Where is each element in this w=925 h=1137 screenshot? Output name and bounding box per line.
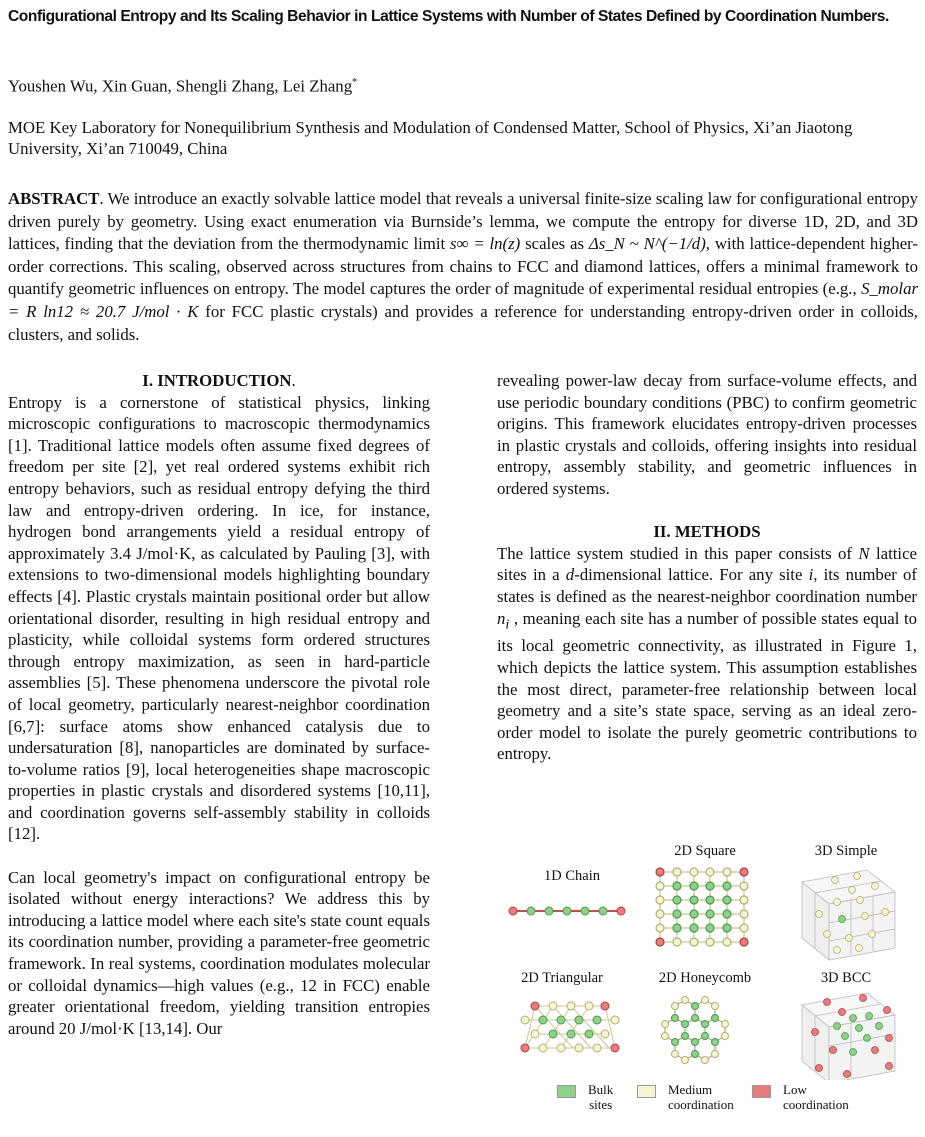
equation-entropy-limit: s∞ = ln(z) (450, 234, 521, 254)
equation-scaling-law: Δs_N ~ N^(−1/d) (588, 234, 706, 254)
abstract-text-1: . We introduce an exactly solvable lattice model that reveals a universal finite-size scaling law for configurational entropy driven purely by geometry. Using exact enumeration via Burnside’s lemma, we compute the entropy for diverse 1D, 2D, and 3D lattices, finding that the deviation from the thermodynamic limit (8, 189, 918, 254)
legend-swatch-medium (637, 1085, 656, 1098)
legend-swatch-low (752, 1085, 771, 1098)
equation-molar-entropy: S_molar = R ln12 ≈ 20.7 J/mol · K (8, 279, 918, 321)
left-column (8, 370, 430, 1039)
legend-label-low-1: Low (783, 1082, 807, 1097)
affiliation: MOE Key Laboratory for Nonequilibrium Synthesis and Modulation of Condensed Matter, School of Physics, Xi’an Jiaotong University, Xi’an 710049, China (8, 118, 853, 158)
section-heading-introduction: I. INTRODUCTION. (142, 371, 296, 390)
abstract-text-4: for FCC plastic crystals) and provides a reference for understanding entropy-driven order in colloids, clusters, and solids. (8, 301, 918, 344)
abstract-text-3: , with lattice-dependent higher-order corrections. This scaling, observed across structures from chains to FCC and diamond lattices, offers a minimal framework to quantify geometric influences on entropy. The model captures the order of magnitude of experimental residual entropies (e.g., (8, 234, 918, 299)
abstract-label: ABSTRACT (8, 189, 100, 208)
panel-label-1d-chain: 1D Chain (544, 868, 600, 884)
methods-paragraph-1: The lattice system studied in this paper consists of N lattice sites in a d-dimensional lattice. For any site i, its number of states is defined as the nearest-neighbor coordination number $n_i$ , meaning each site has a number of possible states equal to its local geometric connectivity, as illustrated in Figure 1, which depicts the lattice system. This assumption establishes the most direct, parameter-free relationship between local geometry and a site’s state space, serving as an ideal zero-order model to isolate the purely geometric contributions to entropy. (497, 543, 917, 764)
intro-paragraph-1: Entropy is a cornerstone of statistical physics, linking microscopic configurations to macroscopic thermodynamics [1]. Traditional lattice models often assume fixed degrees of freedom per site [2], yet real ordered systems exhibit rich entropy behaviors, such as residual entropy defying the third law and entropy-driven ordering. In ice, for instance, hydrogen bond arrangements yield a residual entropy of approximately 3.4 J/mol·K, as calculated by Pauling [3], with extensions to two-dimensional models highlighting boundary effects [4]. Plastic crystals maintain positional order but allow orientational disorder, resulting in high residual entropy and plasticity, while colloidal systems form ordered structures through entropy maximization, as seen in hard-particle assemblies [5]. These phenomena underscore the pivotal role of local geometry, particularly nearest-neighbor coordination [6,7]: surface atoms show enhanced catalysis due to undersaturation [8], nanoparticles are dominated by surface-to-volume ratios [9], local heterogeneities shape macroscopic properties in plastic crystals and disordered systems [10,11], and coordination governs self-assembly stability in colloids [12]. (8, 392, 430, 844)
lattice-2d-honeycomb (662, 997, 729, 1064)
panel-label-3d-simple: 3D Simple (814, 843, 878, 859)
legend-item-low (752, 1082, 849, 1112)
legend-item-bulk (557, 1082, 613, 1112)
abstract (8, 188, 918, 346)
legend-label-bulk-1: Bulk (588, 1082, 614, 1097)
legend-label-bulk-2: sites (589, 1097, 613, 1112)
corresponding-author-mark: * (352, 77, 358, 88)
legend-swatch-bulk (557, 1085, 576, 1098)
figure-1-lattice-illustration (497, 840, 917, 1130)
section-heading-methods: II. METHODS (653, 522, 761, 542)
panel-label-2d-honeycomb: 2D Honeycomb (658, 970, 752, 986)
figure-legend (557, 1082, 917, 1122)
lattice-2d-triangular (521, 1002, 619, 1052)
panel-label-3d-bcc: 3D BCC (820, 970, 872, 986)
panel-label-2d-square: 2D Square (674, 843, 736, 859)
right-column (497, 370, 917, 765)
author-list (8, 73, 357, 97)
legend-item-medium (637, 1082, 734, 1112)
paper-title: Configurational Entropy and Its Scaling Behavior in Lattice Systems with Number of States Defined by Coordination Numbers. (8, 8, 889, 25)
panel-label-2d-triangular: 2D Triangular (521, 970, 603, 986)
intro-paragraph-3: revealing power-law decay from surface-volume effects, and use periodic boundary conditions (PBC) to confirm geometric origins. This framework elucidates entropy-driven processes in plastic crystals and colloids, offering insights into residual entropy, assembly stability, and geometric influences in ordered systems. (497, 371, 917, 498)
intro-paragraph-2: Can local geometry's impact on configurational entropy be isolated without energy interactions? We address this by introducing a lattice model where each site's state count equals its coordination number, providing a parameter-free geometric framework. In real systems, coordination modulates molecular or colloidal dynamics—high values (e.g., 12 in FCC) enable greater orientational freedom, yielding transition entropies around 20 J/mol·K [13,14]. Our (8, 867, 430, 1038)
legend-label-medium-1: Medium (668, 1082, 713, 1097)
abstract-text-2: scales as (520, 234, 589, 254)
legend-label-low-2: coordination (783, 1097, 849, 1112)
author-names: Youshen Wu, Xin Guan, Shengli Zhang, Lei Zhang (8, 76, 353, 96)
lattice-1d-chain (509, 907, 625, 915)
lattice-drawings (497, 840, 917, 1080)
lattice-3d-bcc (802, 993, 895, 1080)
lattice-2d-square (656, 868, 748, 946)
lattice-3d-simple-cubic (802, 870, 895, 960)
legend-label-medium-2: coordination (668, 1097, 734, 1112)
